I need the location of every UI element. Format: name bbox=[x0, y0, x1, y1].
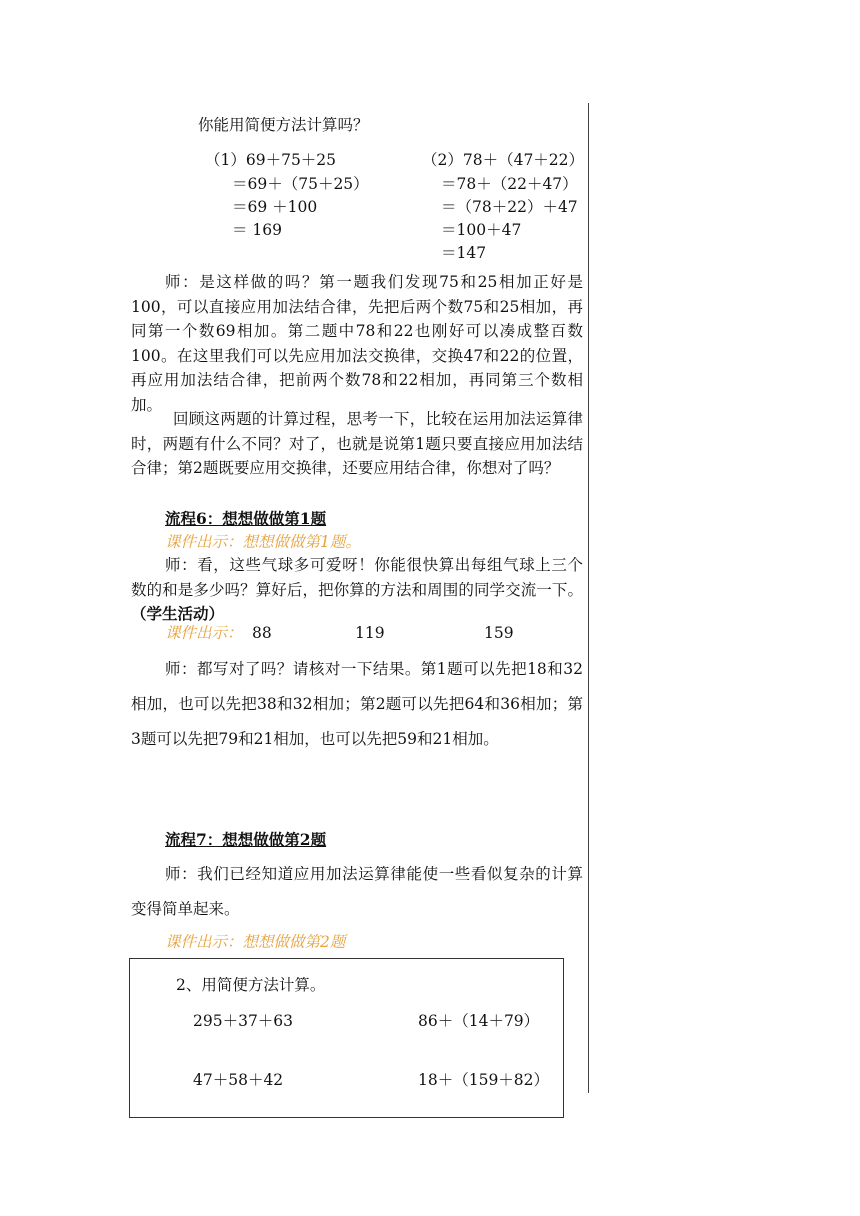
calc1-line-1: （1）69＋75＋25 bbox=[205, 151, 337, 169]
exercise-title: 2、用简便方法计算。 bbox=[176, 976, 326, 994]
calc2-line-5: ＝147 bbox=[441, 244, 487, 262]
exercise-item-2: 86＋（14＋79） bbox=[418, 1012, 540, 1030]
explanation-paragraph-2: 回顾这两题的计算过程，思考一下，比较在运用加法运算律时，两题有什么不同？对了，也就是说第1题只要直接应用加法结合律；第2题既要应用交换律，还要应用结合律，你想对了吗？ bbox=[131, 410, 583, 477]
calc1-line-4: ＝ 169 bbox=[232, 221, 283, 239]
flow7-heading: 流程7：想想做做第2题 bbox=[165, 830, 327, 849]
result-2: 119 bbox=[355, 624, 385, 642]
flow7-courseware: 课件出示：想想做做第2题 bbox=[165, 933, 346, 951]
flow6-teacher-body: 师：看，这些气球多可爱呀！你能很快算出每组气球上三个数的和是多少吗？算好后，把你算的方法和周围的同学交流一下。 bbox=[131, 556, 583, 599]
calc2-line-3: ＝（78＋22）＋47 bbox=[441, 198, 578, 216]
right-margin-line bbox=[588, 103, 589, 1093]
exercise-item-4: 18＋（159＋82） bbox=[418, 1071, 550, 1089]
flow7-teacher-text: 师：我们已经知道应用加法运算律能使一些看似复杂的计算变得简单起来。 bbox=[131, 865, 583, 918]
explanation-paragraph-1: 师：是这样做的吗？第一题我们发现75和25相加正好是100，可以直接应用加法结合律，先把后两个数75和25相加，再同第一个数69相加。第二题中78和22也刚好可以凑成整百数100。在这里我们可以先应用加法交换律，交换47和22的位置，再应用加法结合律，把前两个数78和22相加，再同第三个数相加。 bbox=[131, 273, 583, 414]
flow6-courseware: 课件出示：想想做做第1题。 bbox=[165, 533, 361, 551]
student-activity-label: （学生活动） bbox=[131, 604, 225, 623]
calc2-line-4: ＝100＋47 bbox=[441, 221, 522, 239]
flow6-heading: 流程6：想想做做第1题 bbox=[165, 509, 327, 528]
flow6-check-text: 师：都写对了吗？请核对一下结果。第1题可以先把18和32相加，也可以先把38和32相加；第2题可以先把64和36相加；第3题可以先把79和21相加，也可以先把59和21相加。 bbox=[131, 660, 583, 748]
question-text: 你能用简便方法计算吗？ bbox=[198, 116, 369, 134]
exercise-item-1: 295＋37＋63 bbox=[193, 1012, 294, 1030]
calc1-line-3: ＝69 ＋100 bbox=[232, 198, 318, 216]
exercise-item-3: 47＋58＋42 bbox=[193, 1071, 284, 1089]
result-3: 159 bbox=[484, 624, 514, 642]
calc2-line-1: （2）78＋（47＋22） bbox=[422, 151, 585, 169]
calc1-line-2: ＝69＋（75＋25） bbox=[232, 175, 369, 193]
flow6-teacher-text bbox=[131, 553, 583, 627]
result-1: 88 bbox=[252, 624, 272, 642]
flow6-courseware2-label: 课件出示： bbox=[165, 624, 243, 642]
calc2-line-2: ＝78＋（22＋47） bbox=[441, 175, 578, 193]
